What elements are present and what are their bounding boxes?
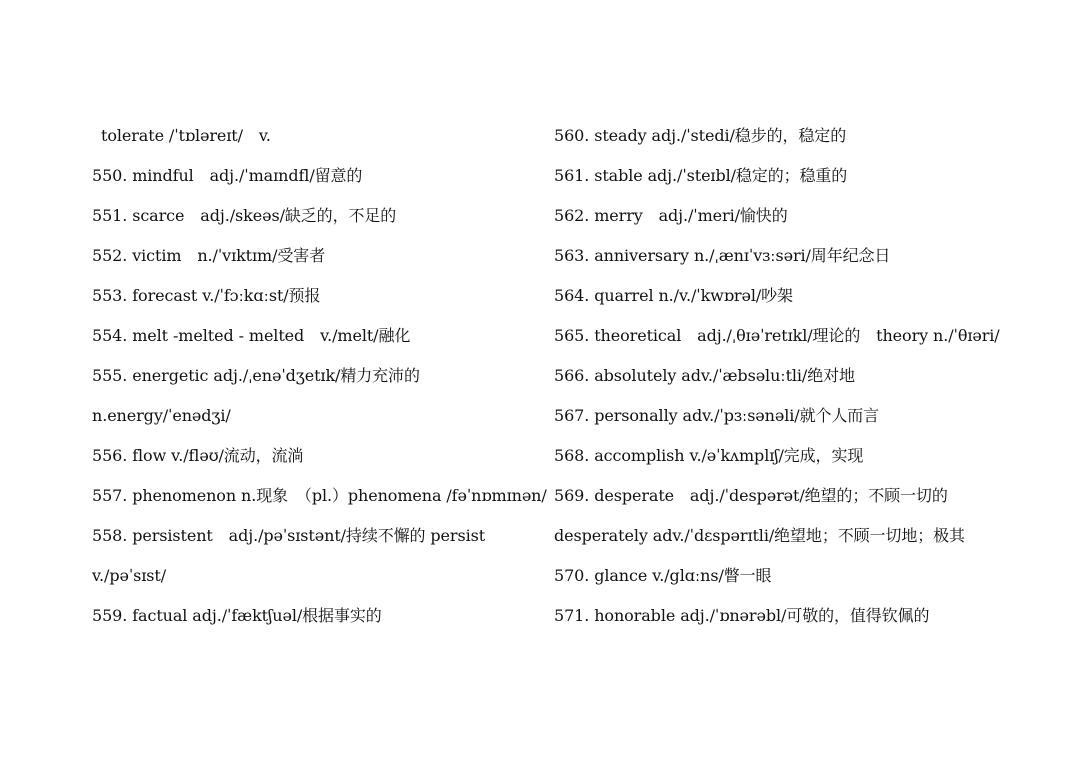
vocab-line-555-cont: n.energy/ˈenədʒi/ xyxy=(92,406,231,425)
vocab-line-560: 560. steady adj./ˈstedi/稳步的，稳定的 xyxy=(554,126,847,145)
vocab-line-571: 571. honorable adj./ˈɒnərəbl/可敬的，值得钦佩的 xyxy=(554,606,930,625)
vocab-line-562: 562. merry adj./ˈmeri/愉快的 xyxy=(554,206,788,225)
vocab-line-556: 556. flow v./fləʊ/流动，流淌 xyxy=(92,446,304,465)
vocab-line-567: 567. personally adv./ˈpɜːsənəli/就个人而言 xyxy=(554,406,880,425)
vocab-line-569-cont: desperately adv./ˈdɛspərɪtli/绝望地；不顾一切地；极其 xyxy=(554,526,965,545)
vocab-line-570: 570. glance v./glɑːns/瞥一眼 xyxy=(554,566,772,585)
vocab-line-558-cont: v./pəˈsɪst/ xyxy=(92,566,166,585)
vocab-line-tolerate: tolerate /ˈtɒləreɪt/ v. xyxy=(101,126,271,145)
vocab-line-552: 552. victim n./ˈvɪktɪm/受害者 xyxy=(92,246,326,265)
vocab-line-565: 565. theoretical adj./ˌθɪəˈretɪkl/理论的 theory n./ˈθɪəri/ xyxy=(554,326,1000,345)
vocab-line-557: 557. phenomenon n.现象 （pl.）phenomena /fəˈnɒmɪnən/ xyxy=(92,486,547,505)
vocab-line-555: 555. energetic adj./ˌenəˈdʒetɪk/精力充沛的 xyxy=(92,366,420,385)
vocab-line-568: 568. accomplish v./əˈkʌmplɪʃ/完成，实现 xyxy=(554,446,864,465)
vocab-line-558: 558. persistent adj./pəˈsɪstənt/持续不懈的 persist xyxy=(92,526,486,545)
vocab-line-559: 559. factual adj./ˈfæktʃuəl/根据事实的 xyxy=(92,606,382,625)
vocab-line-553: 553. forecast v./ˈfɔːkɑːst/预报 xyxy=(92,286,321,305)
vocab-line-554: 554. melt -melted - melted v./melt/融化 xyxy=(92,326,411,345)
vocab-line-566: 566. absolutely adv./ˈæbsəluːtli/绝对地 xyxy=(554,366,855,385)
vocab-line-563: 563. anniversary n./ˌænɪˈvɜːsəri/周年纪念日 xyxy=(554,246,891,265)
vocab-line-564: 564. quarrel n./v./ˈkwɒrəl/吵架 xyxy=(554,286,793,305)
right-column xyxy=(554,120,1000,640)
left-column xyxy=(92,120,547,640)
vocab-line-569: 569. desperate adj./ˈdespərət/绝望的；不顾一切的 xyxy=(554,486,948,505)
vocab-line-551: 551. scarce adj./skeəs/缺乏的，不足的 xyxy=(92,206,397,225)
vocab-line-561: 561. stable adj./ˈsteɪbl/稳定的；稳重的 xyxy=(554,166,848,185)
vocab-line-550: 550. mindful adj./ˈmaɪndfl/留意的 xyxy=(92,166,363,185)
